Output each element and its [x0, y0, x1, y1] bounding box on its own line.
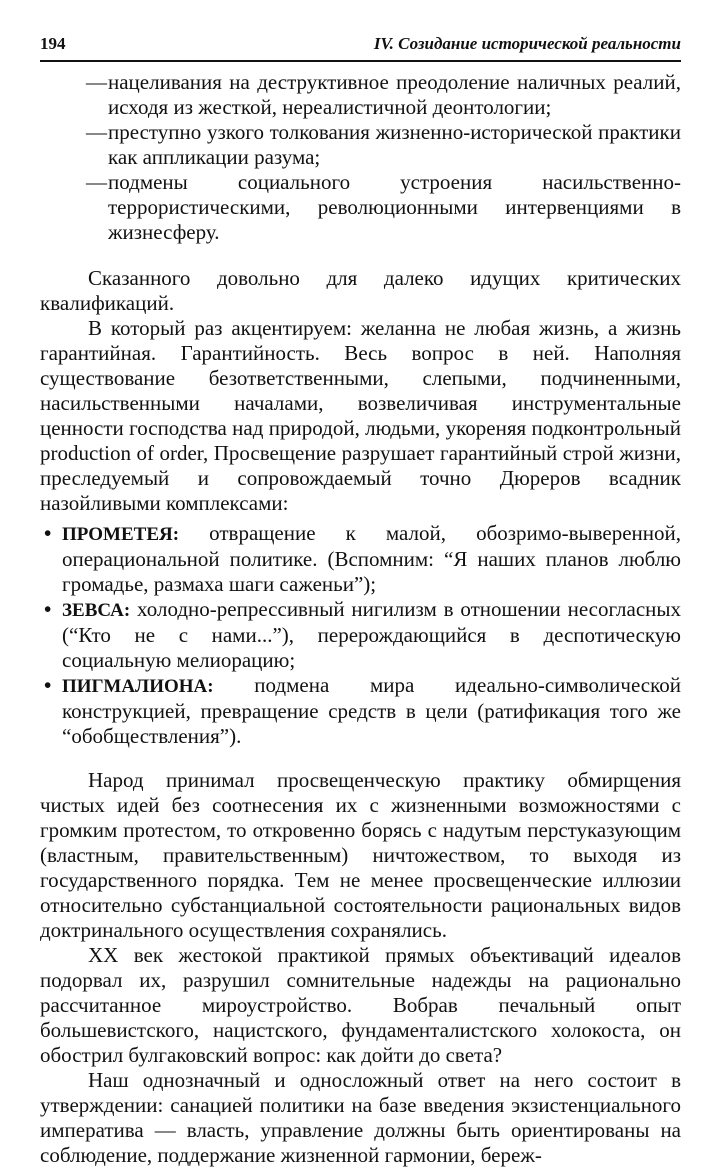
bullet-term: ПИГМАЛИОНА:: [62, 676, 214, 697]
dash-list: [40, 70, 681, 245]
bullet-text: отвращение к малой, обозримо-выверенной, операциональной политике. (Вспомним: “Я наших планов люблю громадье, размаха шаги саженьи”);: [62, 521, 681, 596]
bullet-text: подмена мира идеально-символической конструкцией, превращение средств в цели (ратификация того же “обобществления”).: [62, 673, 681, 748]
bullet-term: ЗЕВСА:: [62, 600, 131, 621]
header-rule: [40, 60, 681, 62]
bullet-list: [40, 521, 681, 749]
page-body: [40, 70, 681, 1168]
bullet-text: холодно-репрессивный нигилизм в отношении несогласных (“Кто не с нами...”), перерождающийся в деспотическую социальную мелиорацию;: [62, 597, 681, 672]
bullet-item: [40, 673, 681, 749]
paragraph: В который раз акцентируем: желанна не любая жизнь, а жизнь гарантийная. Гарантийность. Весь вопрос в ней. Наполняя существование безответственными, слепыми, подчиненными, насильственными началами, возвеличивая инструментальные ценности господства над природой, людьми, укореняя подконтрольный production of order, Просвещение разрушает гарантийный строй жизни, преследуемый и сопровождаемый точно Дюреров всадник назойливыми комплексами:: [40, 316, 681, 515]
paragraph: Наш однозначный и односложный ответ на него состоит в утверждении: санацией политики на базе введения экзистенциального императива — власть, управление должны быть ориентированы на соблюдение, поддержание жизненной гармонии, береж-: [40, 1068, 681, 1167]
bullet-term: ПРОМЕТЕЯ:: [62, 524, 180, 545]
paragraph: Сказанного довольно для далеко идущих критических квалификаций.: [40, 266, 681, 315]
paragraph: Народ принимал просвещенческую практику обмирщения чистых идей без соотнесения их с жизненными возможностями с громким протестом, то откровенно борясь с надутым перстуказующим (властным, правительственным) ничтожеством, то выходя из государственного порядка. Тем не менее просвещенческие иллюзии относительно субстанциальной состоятельности рациональных видов доктринального осуществления сохранялись.: [40, 768, 681, 942]
bullet-item: [40, 597, 681, 673]
dash-item: — нацеливания на деструктивное преодоление наличных реалий, исходя из жесткой, нереалистичной деонтологии;: [40, 70, 681, 120]
chapter-title: IV. Созидание исторической реальности: [373, 34, 681, 53]
paragraph: XX век жестокой практикой прямых объективаций идеалов подорвал их, разрушил сомнительные надежды на рационально рассчитанное мироустройство. Вобрав печальный опыт большевистского, нацистского, фундаменталистского холокоста, он обострил булгаковский вопрос: как дойти до света?: [40, 943, 681, 1067]
running-header: [40, 34, 681, 54]
dash-item: — подмены социального устроения насильственно-террористическими, революционными интервенциями в жизнесферу.: [40, 170, 681, 245]
page-number: 194: [40, 34, 66, 53]
bullet-item: [40, 521, 681, 597]
dash-item: — преступно узкого толкования жизненно-исторической практики как аппликации разума;: [40, 120, 681, 170]
